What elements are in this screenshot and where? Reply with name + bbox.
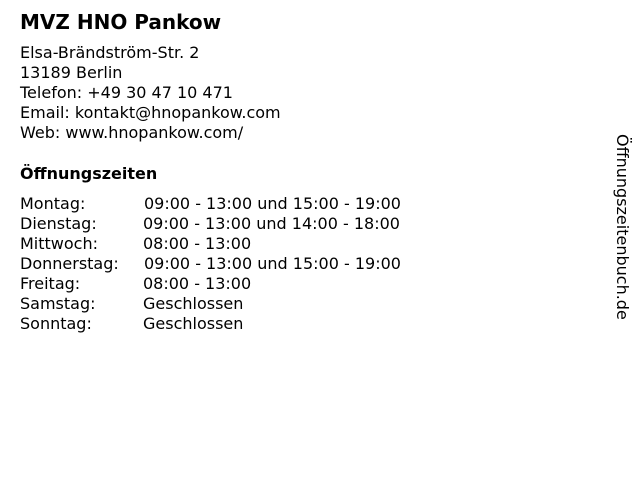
day-hours: 09:00 - 13:00 und 15:00 - 19:00	[144, 254, 401, 273]
day-label: Donnerstag:	[20, 254, 119, 273]
day-label: Montag:	[20, 194, 86, 213]
day-hours: 09:00 - 13:00 und 14:00 - 18:00	[143, 214, 400, 233]
practice-name: MVZ HNO Pankow	[20, 10, 222, 34]
street-address: Elsa-Brändström-Str. 2	[20, 43, 200, 62]
source-watermark: Öffnungszeitenbuch.de	[613, 134, 632, 320]
day-label: Sonntag:	[20, 314, 92, 333]
phone-line: Telefon: +49 30 47 10 471	[20, 83, 233, 102]
day-hours: 09:00 - 13:00 und 15:00 - 19:00	[144, 194, 401, 213]
day-hours: 08:00 - 13:00	[143, 274, 252, 293]
day-hours: Geschlossen	[143, 314, 244, 333]
email-line: Email: kontakt@hnopankow.com	[20, 103, 281, 122]
day-hours: Geschlossen	[143, 294, 244, 313]
contact-block	[20, 43, 281, 143]
day-label: Dienstag:	[20, 214, 97, 233]
website-line: Web: www.hnopankow.com/	[20, 123, 244, 142]
day-label: Mittwoch:	[20, 234, 98, 253]
day-label: Freitag:	[20, 274, 81, 293]
opening-hours-heading: Öffnungszeiten	[20, 164, 158, 183]
day-hours: 08:00 - 13:00	[143, 234, 252, 253]
city-postcode: 13189 Berlin	[20, 63, 123, 82]
day-label: Samstag:	[20, 294, 96, 313]
